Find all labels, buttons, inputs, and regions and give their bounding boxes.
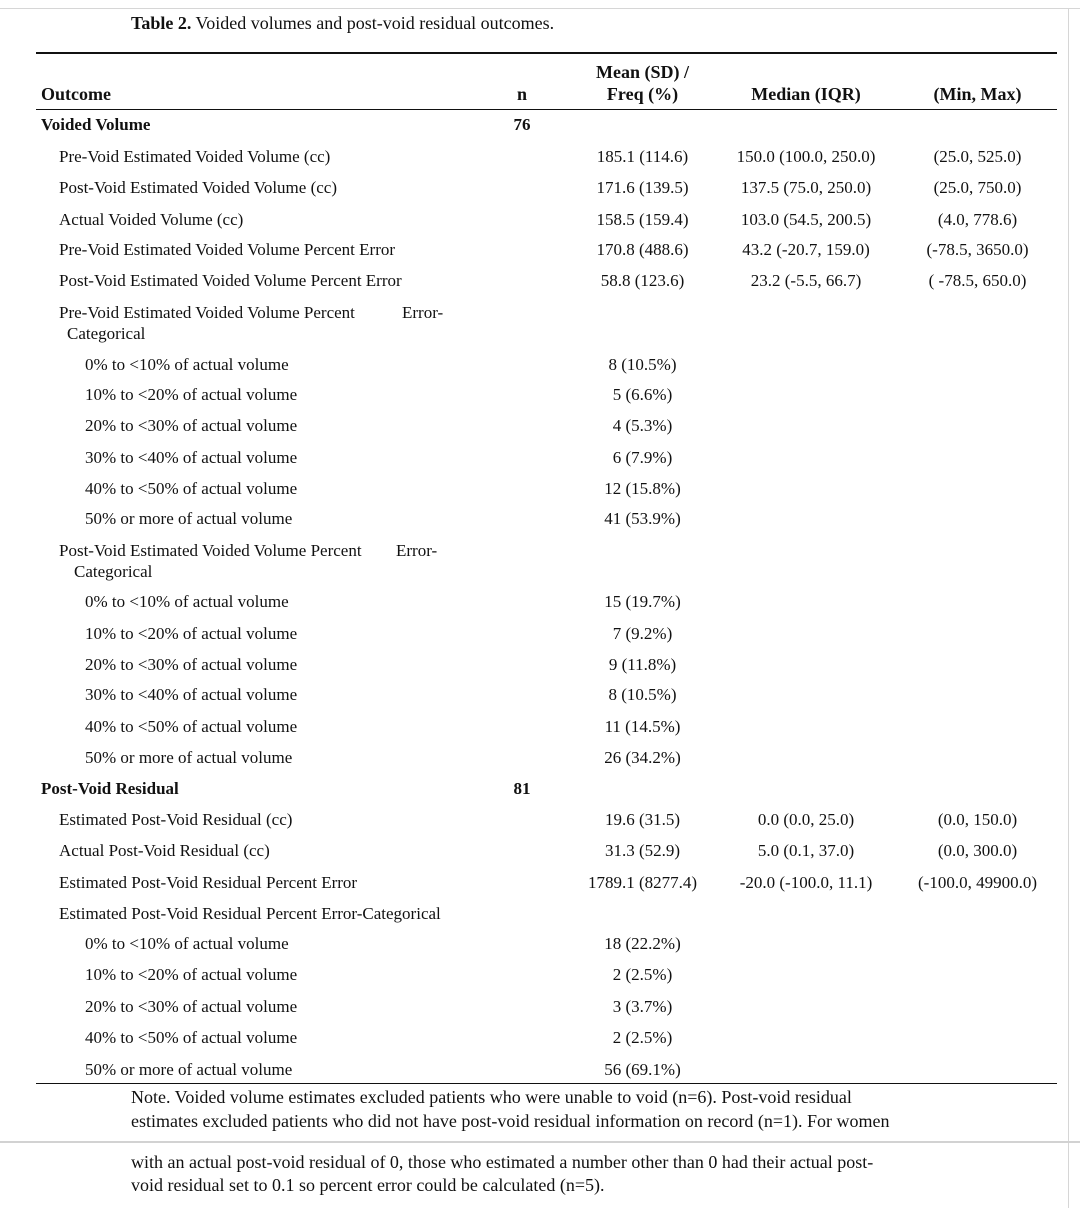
table-row (0, 996, 1080, 1018)
cell-median: 0.0 (0.0, 25.0) (757, 810, 855, 829)
cell-freq: 2 (2.5%) (612, 1028, 673, 1047)
table-row (0, 872, 1080, 894)
row-label: 20% to <30% of actual volume (85, 655, 298, 674)
column-header-n: n (516, 84, 527, 104)
table-row (0, 384, 1080, 406)
table-caption-label: Table 2. (131, 13, 192, 33)
page-break-divider (0, 1141, 1080, 1143)
table-top-rule (36, 52, 1057, 54)
row-label: 20% to <30% of actual volume (85, 997, 298, 1016)
cell-freq: 15 (19.7%) (604, 592, 681, 611)
cell-freq: 6 (7.9%) (612, 448, 673, 467)
table-row (0, 964, 1080, 986)
cell-min-max: ( -78.5, 650.0) (928, 271, 1027, 290)
cell-freq: 18 (22.2%) (604, 934, 681, 953)
row-label: Actual Voided Volume (cc) (59, 210, 244, 229)
table-row (0, 146, 1080, 168)
row-label: Post-Void Estimated Voided Volume (cc) (59, 178, 337, 197)
table-row (0, 623, 1080, 645)
cell-min-max: (-78.5, 3650.0) (926, 240, 1029, 259)
section-label: Post-Void Residual (41, 779, 179, 798)
table-bottom-rule (36, 1083, 1057, 1084)
row-label: 0% to <10% of actual volume (85, 934, 289, 953)
table-caption (131, 13, 554, 34)
row-label: Pre-Void Estimated Voided Volume Percent Error (59, 240, 396, 259)
cell-min-max: (25.0, 750.0) (933, 178, 1022, 197)
cell-median: -20.0 (-100.0, 11.1) (739, 873, 873, 892)
table-row (0, 209, 1080, 231)
cell-median: 103.0 (54.5, 200.5) (740, 210, 872, 229)
row-label: Post-Void Estimated Voided Volume Percent Error (59, 271, 402, 290)
table-row (0, 654, 1080, 676)
row-label: 0% to <10% of actual volume (85, 355, 289, 374)
cell-median: 137.5 (75.0, 250.0) (740, 178, 872, 197)
cell-freq: 56 (69.1%) (604, 1060, 681, 1079)
section-n: 76 (513, 115, 531, 134)
cell-freq: 41 (53.9%) (604, 509, 681, 528)
cell-mean: 171.6 (139.5) (596, 178, 689, 197)
cell-min-max: (0.0, 300.0) (937, 841, 1018, 860)
table-note-line2: estimates excluded patients who did not have post-void residual information on record (n=1). For women (131, 1111, 890, 1131)
table-row (0, 933, 1080, 955)
row-label: 30% to <40% of actual volume (85, 685, 298, 704)
cell-median: 5.0 (0.1, 37.0) (757, 841, 855, 860)
row-label-suffix: Error- (396, 541, 438, 560)
table-row (0, 684, 1080, 706)
row-label: 10% to <20% of actual volume (85, 624, 298, 643)
row-label-pre-void-categorical (59, 302, 459, 346)
section-row-post-void-residual (0, 778, 1080, 800)
table-caption-text: Voided volumes and post-void residual outcomes. (195, 13, 555, 33)
row-label-post-void-categorical (59, 540, 459, 584)
row-label: 40% to <50% of actual volume (85, 1028, 298, 1047)
column-header-min-max: (Min, Max) (933, 84, 1022, 104)
cell-mean: 58.8 (123.6) (600, 271, 685, 290)
table-row (0, 1027, 1080, 1049)
table-row (0, 508, 1080, 530)
cell-mean: 19.6 (31.5) (604, 810, 681, 829)
row-label: 0% to <10% of actual volume (85, 592, 289, 611)
cell-freq: 3 (3.7%) (612, 997, 673, 1016)
table-note-line4: void residual set to 0.1 so percent error could be calculated (n=5). (131, 1175, 605, 1195)
row-label: Estimated Post-Void Residual (cc) (59, 810, 293, 829)
cell-median: 150.0 (100.0, 250.0) (736, 147, 876, 166)
table-note-line3: with an actual post-void residual of 0, those who estimated a number other than 0 had their actual post- (131, 1152, 874, 1172)
cell-mean: 185.1 (114.6) (596, 147, 689, 166)
row-label: Estimated Post-Void Residual Percent Error-Categorical (59, 904, 441, 923)
cell-mean: 170.8 (488.6) (596, 240, 689, 259)
table-row (0, 591, 1080, 613)
cell-median: 23.2 (-5.5, 66.7) (750, 271, 862, 290)
cell-min-max: (0.0, 150.0) (937, 810, 1018, 829)
row-label: 40% to <50% of actual volume (85, 717, 298, 736)
cell-freq: 9 (11.8%) (608, 655, 677, 674)
table-row (0, 270, 1080, 292)
cell-freq: 26 (34.2%) (604, 748, 681, 767)
row-label: 10% to <20% of actual volume (85, 965, 298, 984)
cell-freq: 2 (2.5%) (612, 965, 673, 984)
row-label: Estimated Post-Void Residual Percent Error (59, 873, 358, 892)
page-edge-top (0, 8, 1080, 9)
row-label-line1: Pre-Void Estimated Voided Volume Percent (59, 303, 355, 322)
row-label: 10% to <20% of actual volume (85, 385, 298, 404)
table-row (0, 239, 1080, 261)
cell-freq: 7 (9.2%) (612, 624, 673, 643)
column-header-outcome: Outcome (41, 84, 111, 104)
row-label-line2: Categorical (67, 324, 146, 343)
row-label-line1: Post-Void Estimated Voided Volume Percent (59, 541, 362, 560)
cell-mean: 31.3 (52.9) (604, 841, 681, 860)
table-note-line1: Note. Voided volume estimates excluded patients who were unable to void (n=6). Post-void residual (131, 1087, 852, 1107)
section-row-voided-volume (0, 114, 1080, 136)
table-row (0, 177, 1080, 199)
table-row (0, 447, 1080, 469)
table-row (0, 354, 1080, 376)
row-label: 40% to <50% of actual volume (85, 479, 298, 498)
row-label: 50% or more of actual volume (85, 748, 293, 767)
table-row (0, 840, 1080, 862)
cell-freq: 8 (10.5%) (608, 685, 677, 704)
table-row (0, 478, 1080, 500)
column-header-mean-freq (560, 61, 725, 105)
cell-min-max: (4.0, 778.6) (937, 210, 1018, 229)
row-label: Actual Post-Void Residual (cc) (59, 841, 270, 860)
cell-freq: 12 (15.8%) (604, 479, 681, 498)
cell-freq: 8 (10.5%) (608, 355, 677, 374)
cell-mean: 158.5 (159.4) (596, 210, 689, 229)
table-row (0, 747, 1080, 769)
section-n: 81 (513, 779, 531, 798)
cell-min-max: (-100.0, 49900.0) (918, 873, 1037, 892)
row-label-line2: Categorical (74, 562, 153, 581)
table-row (0, 716, 1080, 738)
section-label: Voided Volume (41, 115, 151, 134)
row-label: 30% to <40% of actual volume (85, 448, 298, 467)
row-label: 50% or more of actual volume (85, 1060, 293, 1079)
cell-mean: 1789.1 (8277.4) (587, 873, 698, 892)
row-label: Pre-Void Estimated Voided Volume (cc) (59, 147, 331, 166)
table-row (0, 809, 1080, 831)
table-row (0, 903, 1080, 925)
column-header-mean-line2: Freq (%) (606, 84, 679, 104)
row-label: 50% or more of actual volume (85, 509, 293, 528)
cell-freq: 4 (5.3%) (612, 416, 673, 435)
cell-median: 43.2 (-20.7, 159.0) (742, 240, 870, 259)
column-header-median: Median (IQR) (751, 84, 861, 104)
row-label-suffix: Error- (402, 303, 444, 322)
row-label: 20% to <30% of actual volume (85, 416, 298, 435)
cell-freq: 5 (6.6%) (612, 385, 673, 404)
table-row (0, 415, 1080, 437)
column-header-mean-line1: Mean (SD) / (596, 62, 689, 82)
table-row (0, 1059, 1080, 1081)
cell-freq: 11 (14.5%) (604, 717, 681, 736)
table-header-rule (36, 109, 1057, 110)
cell-min-max: (25.0, 525.0) (933, 147, 1022, 166)
